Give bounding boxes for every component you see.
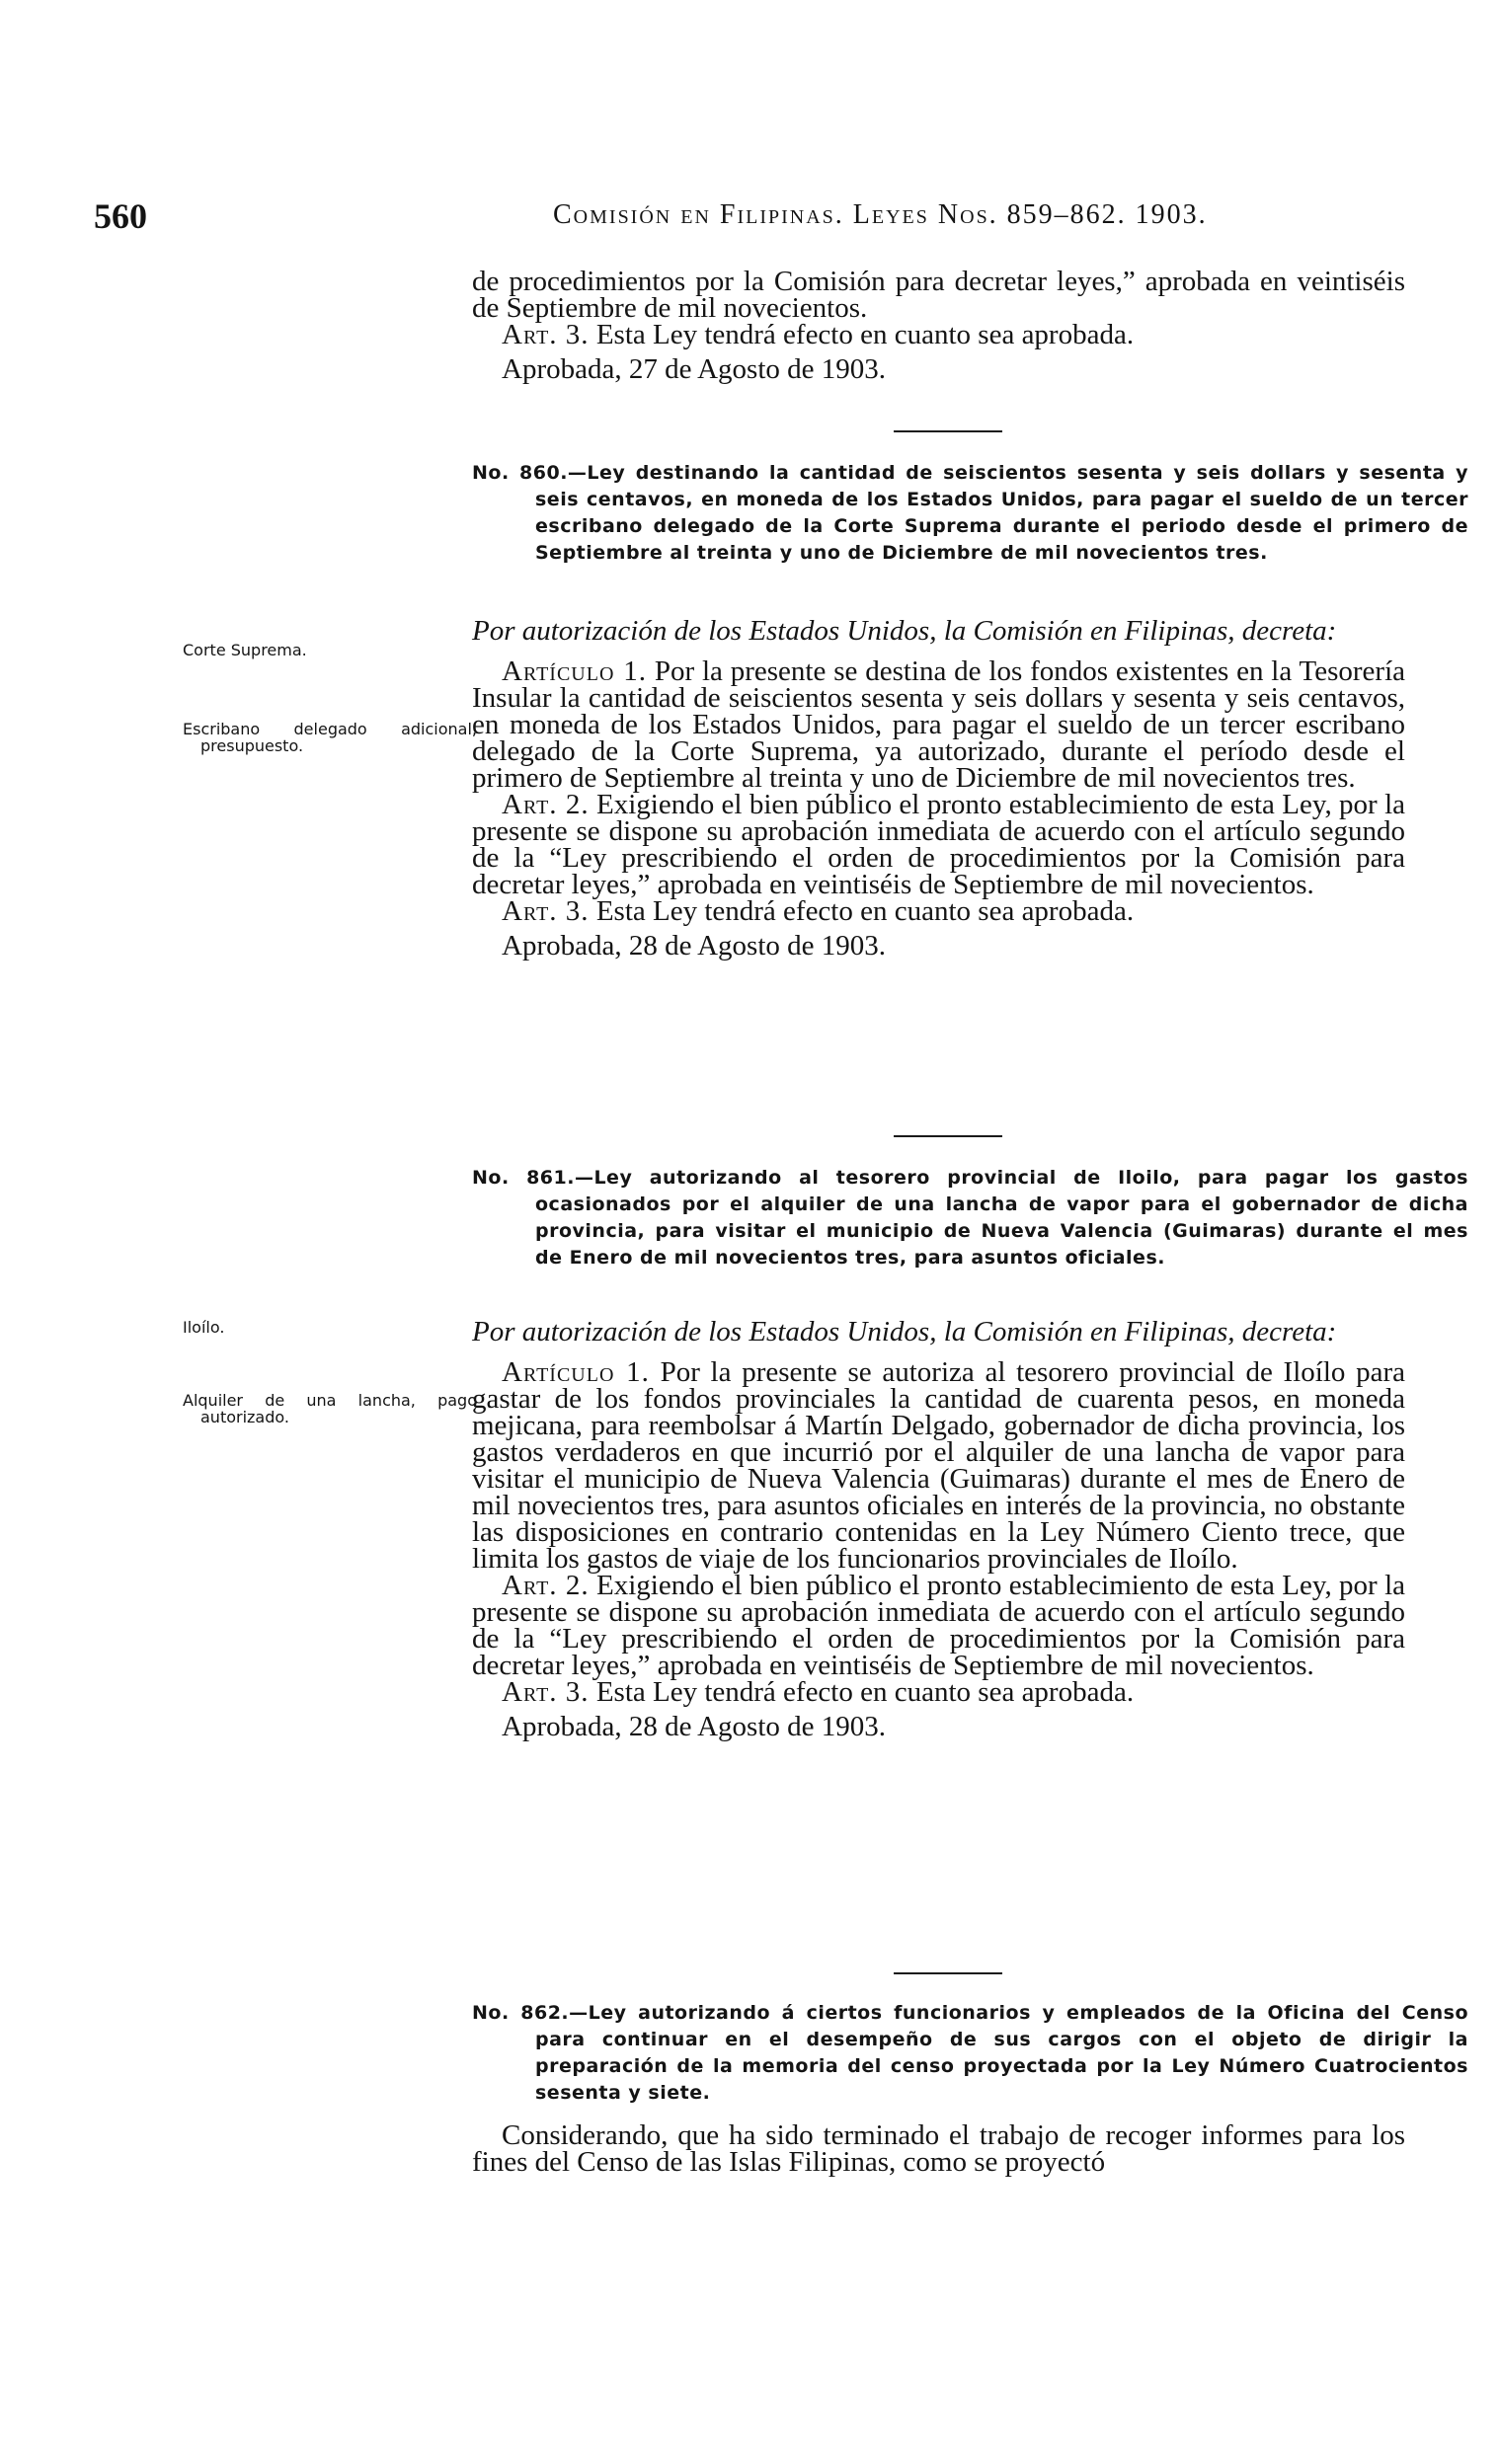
article-text: Exigiendo el bien público el pronto establecimiento de esta Ley, por la presente se dispone su aprobación inmediata de acuerdo con el artículo segundo de la “Ley prescribiendo el orden de procedimientos por la Comisión para decretar leyes,” aprobada en veintiséis de Septiembre de mil novecientos. — [472, 1570, 1405, 1681]
law-860-art3 — [472, 895, 1405, 927]
law-861-approved: Aprobada, 28 de Agosto de 1903. — [502, 1711, 887, 1742]
law-860-body — [472, 615, 1405, 962]
margin-note-iloilo: Iloílo. — [183, 1318, 225, 1337]
article-text: Esta Ley tendrá efecto en cuanto sea aprobada. — [589, 895, 1135, 927]
law-860-art2 — [472, 789, 1405, 900]
law-861-title: No. 861.—Ley autorizando al tesorero provincial de Iloilo, para pagar los gastos ocasionados por el alquiler de una lancha de vapor para el gobernador de dicha provincia, para visitar el municipio de Nueva Valencia (Guimaras) durante el mes de Enero de mil novecientos tres, para asuntos oficiales. — [472, 1167, 1468, 1269]
article-label: Artículo 1. — [502, 1356, 650, 1388]
carryover-art3 — [472, 319, 1405, 350]
article-text: Por la presente se autoriza al tesorero provincial de Iloílo para gastar de los fondos provinciales la cantidad de cuarenta pesos, en moneda mejicana, para reembolsar á Martín Delgado, gobernador de dicha provincia, los gastos verdaderos en que incurrió por el alquiler de una lancha de vapor para visitar el municipio de Nueva Valencia (Guimaras) durante el mes de Enero de mil novecientos tres, para asuntos oficiales en interés de la provincia, no obstante las disposiciones en contrario contenidas en la Ley Número Ciento trece, que limita los gastos de viaje de los funcionarios provinciales de Iloílo. — [472, 1356, 1405, 1575]
carryover-section — [472, 266, 1405, 385]
law-862-body — [472, 2119, 1405, 2178]
running-head: Comisión en Filipinas. Leyes Nos. 859–862. 1903. — [553, 199, 1208, 230]
law-862-considerando: Considerando, que ha sido terminado el trabajo de recoger informes para los fines del Censo de las Islas Filipinas, como se proyectó — [472, 2119, 1405, 2178]
article-label: Art. 3. — [502, 895, 590, 927]
law-861-art3 — [472, 1676, 1405, 1708]
separator-rule — [894, 430, 1002, 432]
carryover-paragraph: de procedimientos por la Comisión para decretar leyes,” aprobada en veintiséis de Septiembre de mil novecientos. — [472, 266, 1405, 324]
law-860-preamble: Por autorización de los Estados Unidos, la Comisión en Filipinas, decreta: — [472, 615, 1337, 647]
separator-rule — [894, 1135, 1002, 1137]
law-860-title: No. 860.—Ley destinando la cantidad de seiscientos sesenta y seis dollars y sesenta y seis centavos, en moneda de los Estados Unidos, para pagar el sueldo de un tercer escribano delegado de la Corte Suprema durante el periodo desde el primero de Septiembre al treinta y uno de Diciembre de mil novecientos tres. — [472, 462, 1468, 564]
margin-note-corte-suprema: Corte Suprema. — [183, 641, 307, 659]
margin-note-escribano: Escribano delegado adicional, presupuesto. — [183, 720, 477, 755]
separator-rule — [894, 1972, 1002, 1974]
article-label: Art. 2. — [502, 789, 590, 820]
article-text: Esta Ley tendrá efecto en cuanto sea aprobada. — [589, 1676, 1135, 1708]
article-label: Art. 2. — [502, 1570, 590, 1601]
article-text: Exigiendo el bien público el pronto establecimiento de esta Ley, por la presente se dispone su aprobación inmediata de acuerdo con el artículo segundo de la “Ley prescribiendo el orden de procedimientos por la Comisión para decretar leyes,” aprobada en veintiséis de Septiembre de mil novecientos. — [472, 789, 1405, 900]
law-861-art2 — [472, 1570, 1405, 1681]
law-861-preamble: Por autorización de los Estados Unidos, la Comisión en Filipinas, decreta: — [472, 1316, 1337, 1348]
law-860-approved: Aprobada, 28 de Agosto de 1903. — [502, 930, 887, 962]
page-number: 560 — [94, 196, 147, 236]
article-label: Art. 3. — [502, 319, 590, 350]
law-861-art1 — [472, 1356, 1405, 1575]
article-label: Artículo 1. — [502, 655, 647, 687]
margin-note-alquiler: Alquiler de una lancha, pago autorizado. — [183, 1391, 477, 1426]
article-text: Esta Ley tendrá efecto en cuanto sea aprobada. — [589, 319, 1135, 350]
article-label: Art. 3. — [502, 1676, 590, 1708]
law-860-art1 — [472, 655, 1405, 794]
carryover-approved: Aprobada, 27 de Agosto de 1903. — [502, 353, 887, 385]
law-862-title: No. 862.—Ley autorizando á ciertos funcionarios y empleados de la Oficina del Censo para continuar en el desempeño de sus cargos con el objeto de dirigir la preparación de la memoria del censo proyectada por la Ley Número Cuatrocientos sesenta y siete. — [472, 2002, 1468, 2104]
law-861-body — [472, 1316, 1405, 1742]
article-text: Por la presente se destina de los fondos existentes en la Tesorería Insular la cantidad de seiscientos sesenta y seis dollars y sesenta y seis centavos, en moneda de los Estados Unidos, para pagar el sueldo de un tercer escribano delegado de la Corte Suprema, ya autorizado, durante el período desde el primero de Septiembre al treinta y uno de Diciembre de mil novecientos tres. — [472, 655, 1405, 794]
